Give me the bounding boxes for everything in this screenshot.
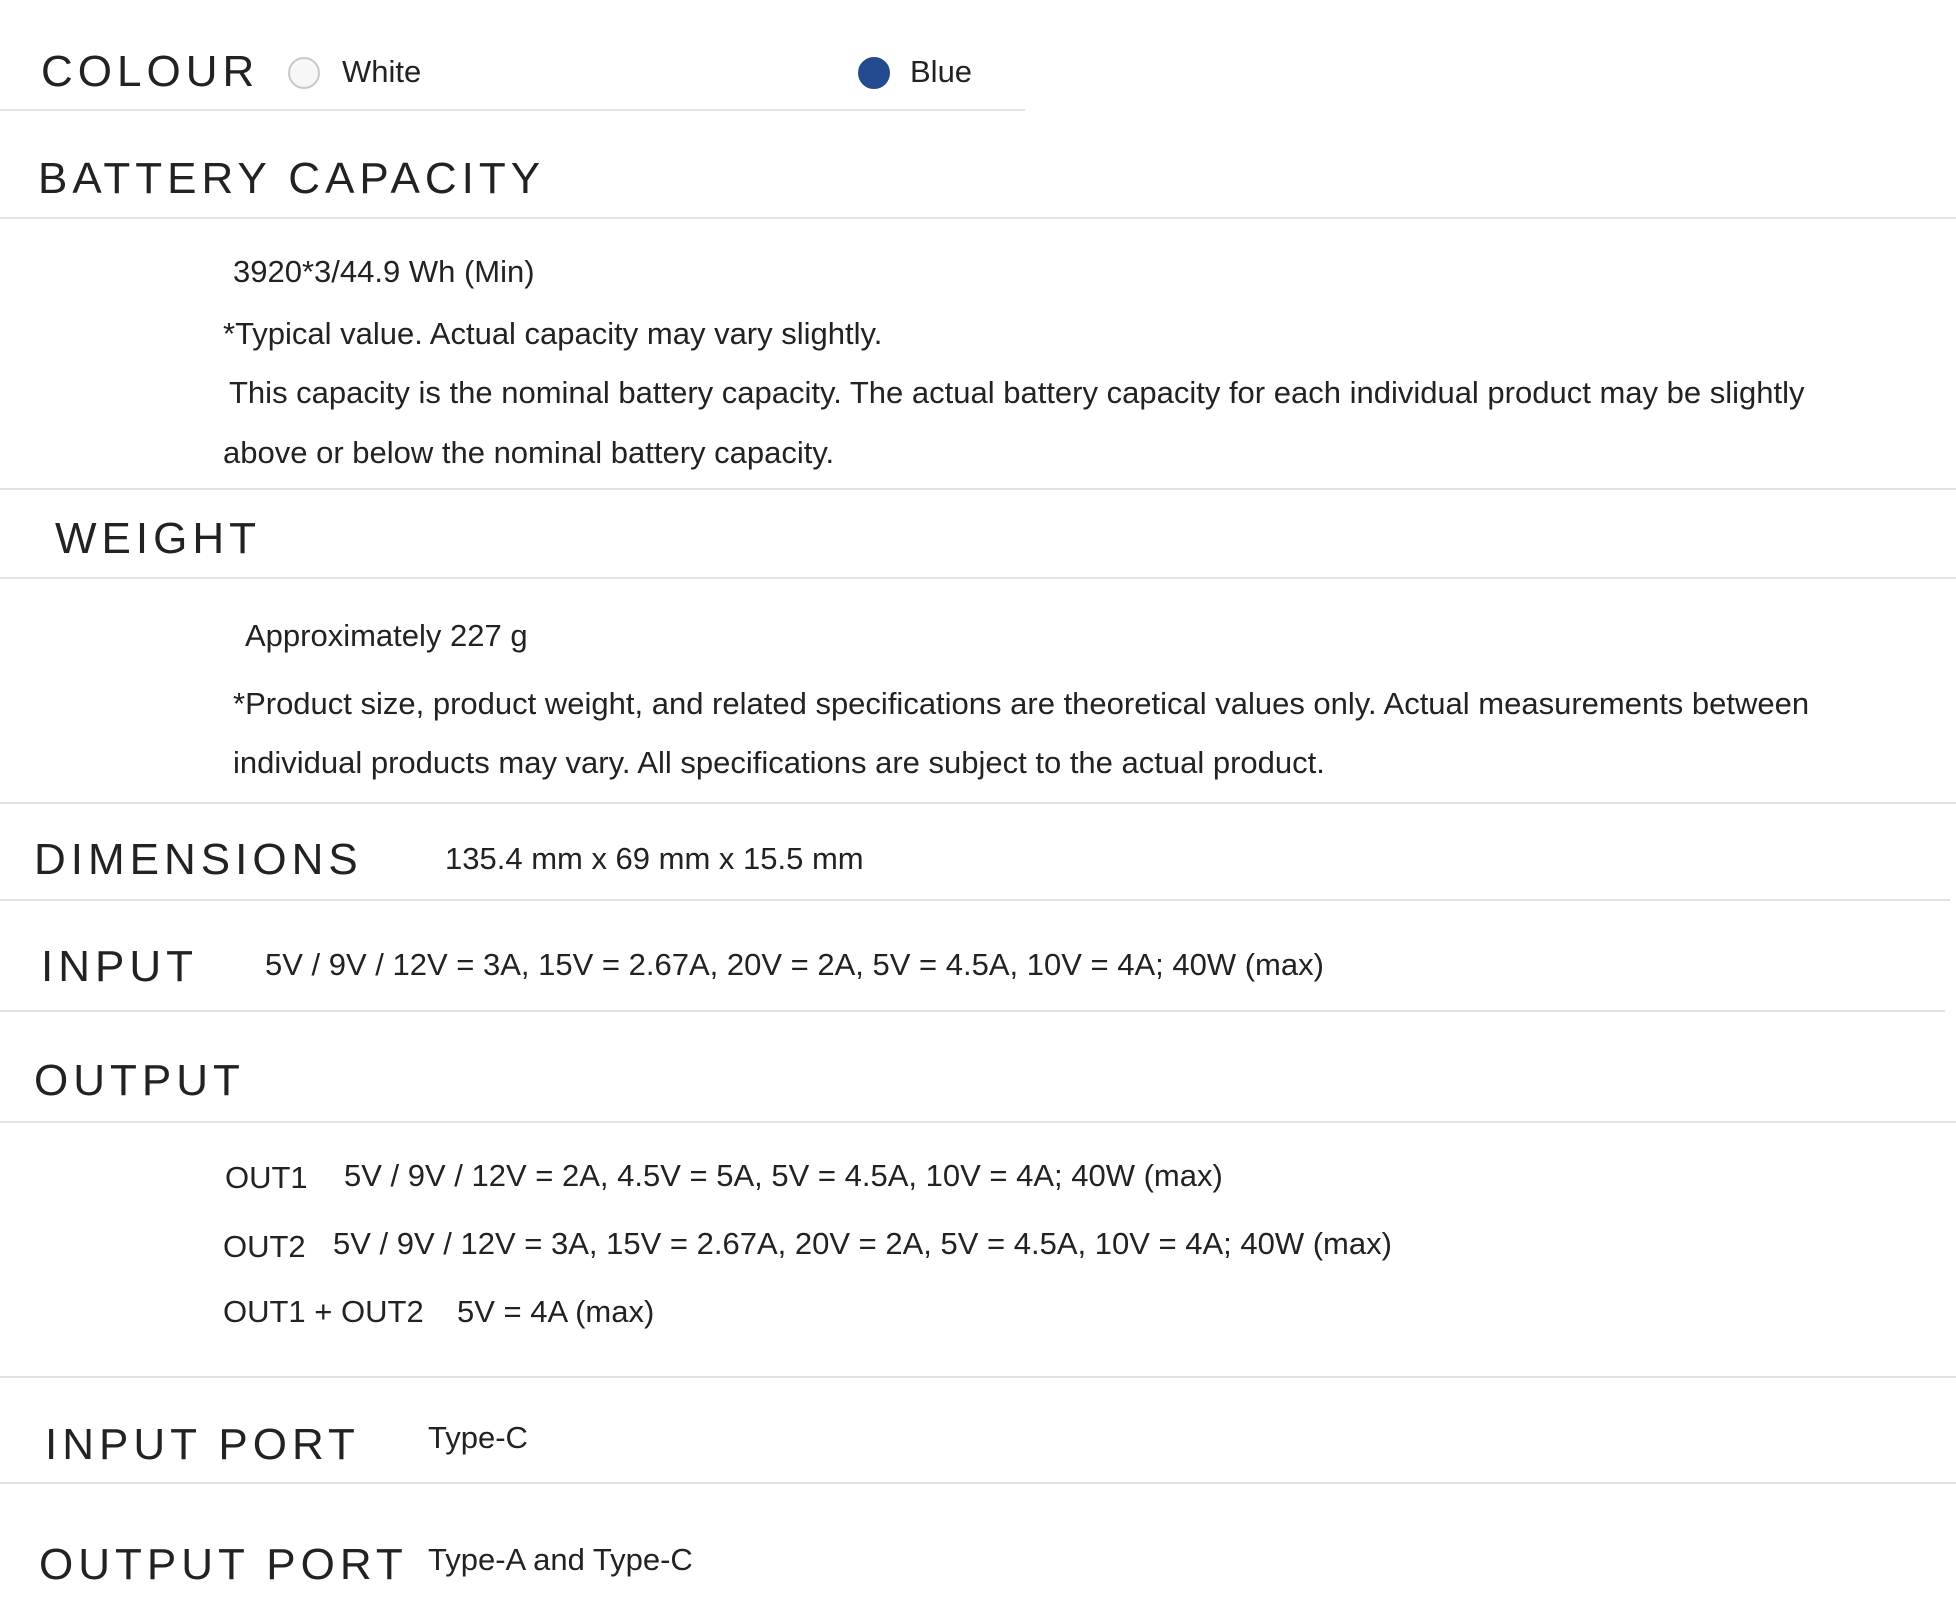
divider <box>0 899 1950 901</box>
divider <box>0 109 1025 111</box>
divider <box>0 1482 1956 1484</box>
divider <box>0 217 1956 219</box>
out1-label: OUT1 <box>225 1160 308 1195</box>
output-port-heading: OUTPUT PORT <box>39 1540 408 1589</box>
battery-capacity-heading: BATTERY CAPACITY <box>38 154 546 203</box>
divider <box>0 1010 1945 1012</box>
input-port-heading: INPUT PORT <box>45 1420 360 1469</box>
input-heading: INPUT <box>41 942 198 991</box>
weight-note-line1: *Product size, product weight, and related specifications are theoretical values only. Actual measurements between <box>233 686 1810 721</box>
weight-heading: WEIGHT <box>55 514 261 563</box>
dimensions-value: 135.4 mm x 69 mm x 15.5 mm <box>445 841 864 876</box>
out1-out2-value: 5V = 4A (max) <box>457 1294 655 1329</box>
battery-capacity-value: 3920*3/44.9 Wh (Min) <box>233 254 535 289</box>
battery-typical-note: *Typical value. Actual capacity may vary slightly. <box>223 316 883 351</box>
input-port-value: Type-C <box>428 1420 528 1455</box>
output-port-value: Type-A and Type-C <box>428 1542 693 1577</box>
battery-nominal-note-line1: This capacity is the nominal battery capacity. The actual battery capacity for each individual product may be slightly <box>229 375 1805 410</box>
battery-nominal-note-line2: above or below the nominal battery capacity. <box>223 435 835 470</box>
weight-note-line2: individual products may vary. All specifications are subject to the actual product. <box>233 745 1325 780</box>
out1-value: 5V / 9V / 12V = 2A, 4.5V = 5A, 5V = 4.5A, 10V = 4A; 40W (max) <box>344 1158 1223 1193</box>
divider <box>0 1376 1956 1378</box>
white-radio-button[interactable] <box>288 57 320 89</box>
blue-radio-label[interactable]: Blue <box>910 54 973 89</box>
white-radio-label[interactable]: White <box>342 54 422 89</box>
weight-value: Approximately 227 g <box>245 618 528 653</box>
divider <box>0 488 1956 490</box>
divider <box>0 577 1956 579</box>
divider <box>0 802 1956 804</box>
output-heading: OUTPUT <box>34 1056 245 1105</box>
divider <box>0 1121 1956 1123</box>
dimensions-heading: DIMENSIONS <box>34 835 363 884</box>
input-value: 5V / 9V / 12V = 3A, 15V = 2.67A, 20V = 2A, 5V = 4.5A, 10V = 4A; 40W (max) <box>265 947 1324 982</box>
blue-radio-button[interactable] <box>858 57 890 89</box>
colour-heading: COLOUR <box>41 47 260 96</box>
out1-out2-label: OUT1 + OUT2 <box>223 1294 424 1329</box>
out2-label: OUT2 <box>223 1229 306 1264</box>
out2-value: 5V / 9V / 12V = 3A, 15V = 2.67A, 20V = 2A, 5V = 4.5A, 10V = 4A; 40W (max) <box>333 1226 1392 1261</box>
